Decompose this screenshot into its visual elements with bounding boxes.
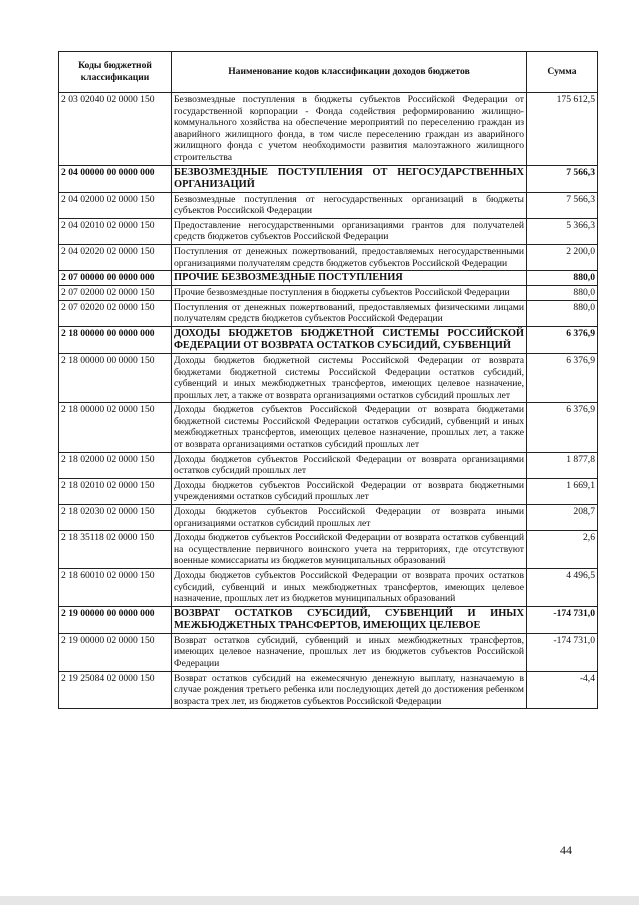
name-cell: Безвозмездные поступления от негосударственных организаций в бюджеты субъектов Российской Федерации bbox=[172, 192, 527, 218]
name-cell: Поступления от денежных пожертвований, предоставляемых физическими лицами получателям средств бюджетов субъектов Российской Федерации bbox=[172, 300, 527, 326]
name-cell: Прочие безвозмездные поступления в бюджеты субъектов Российской Федерации bbox=[172, 286, 527, 301]
table-header-row bbox=[59, 52, 598, 93]
name-cell: Доходы бюджетов субъектов Российской Федерации от возврата прочих остатков субсидий, субвенций и иных межбюджетных трансфертов, имеющих целевое назначение, прошлых лет из бюджетов муниципальных образований bbox=[172, 569, 527, 607]
name-cell: ПРОЧИЕ БЕЗВОЗМЕЗДНЫЕ ПОСТУПЛЕНИЯ bbox=[172, 271, 527, 286]
sum-cell: 6 376,9 bbox=[527, 403, 598, 452]
budget-revenue-table bbox=[58, 51, 598, 709]
sum-cell: 208,7 bbox=[527, 505, 598, 531]
code-cell: 2 04 00000 00 0000 000 bbox=[59, 165, 172, 192]
table-row bbox=[59, 478, 598, 504]
sum-cell: 2 200,0 bbox=[527, 244, 598, 270]
code-cell: 2 04 02000 02 0000 150 bbox=[59, 192, 172, 218]
name-cell: Возврат остатков субсидий, субвенций и иных межбюджетных трансфертов, имеющих целевое назначение, прошлых лет из бюджетов субъектов Российской Федерации bbox=[172, 633, 527, 671]
table-row bbox=[59, 218, 598, 244]
table-row bbox=[59, 286, 598, 301]
name-cell: БЕЗВОЗМЕЗДНЫЕ ПОСТУПЛЕНИЯ ОТ НЕГОСУДАРСТВЕННЫХ ОРГАНИЗАЦИЙ bbox=[172, 165, 527, 192]
table-row bbox=[59, 633, 598, 671]
code-cell: 2 18 00000 02 0000 150 bbox=[59, 403, 172, 452]
header-code: Коды бюджетной классификации bbox=[59, 52, 172, 93]
code-cell: 2 18 00000 00 0000 000 bbox=[59, 326, 172, 353]
header-name: Наименование кодов классификации доходов бюджетов bbox=[172, 52, 527, 93]
code-cell: 2 04 02020 02 0000 150 bbox=[59, 244, 172, 270]
sum-cell: -174 731,0 bbox=[527, 633, 598, 671]
sum-cell: -174 731,0 bbox=[527, 606, 598, 633]
code-cell: 2 07 02020 02 0000 150 bbox=[59, 300, 172, 326]
table-row bbox=[59, 353, 598, 402]
sum-cell: 1 877,8 bbox=[527, 452, 598, 478]
sum-cell: 175 612,5 bbox=[527, 93, 598, 166]
name-cell: Доходы бюджетов субъектов Российской Федерации от возврата остатков субвенций на осуществление первичного воинского учета на территориях, где отсутствуют военные комиссариаты из бюджетов муниципальных образований bbox=[172, 531, 527, 569]
table-row bbox=[59, 244, 598, 270]
name-cell: ДОХОДЫ БЮДЖЕТОВ БЮДЖЕТНОЙ СИСТЕМЫ РОССИЙСКОЙ ФЕДЕРАЦИИ ОТ ВОЗВРАТА ОСТАТКОВ СУБСИДИЙ, СУБВЕНЦИЙ bbox=[172, 326, 527, 353]
code-cell: 2 18 00000 00 0000 150 bbox=[59, 353, 172, 402]
table-row bbox=[59, 452, 598, 478]
table-row bbox=[59, 271, 598, 286]
table-row bbox=[59, 569, 598, 607]
code-cell: 2 18 02030 02 0000 150 bbox=[59, 505, 172, 531]
table-row bbox=[59, 300, 598, 326]
table-row bbox=[59, 93, 598, 166]
table-row bbox=[59, 671, 598, 709]
sum-cell: 880,0 bbox=[527, 271, 598, 286]
code-cell: 2 04 02010 02 0000 150 bbox=[59, 218, 172, 244]
name-cell: Доходы бюджетов бюджетной системы Российской Федерации от возврата бюджетами бюджетной системы Российской Федерации остатков субсидий, субвенций и иных межбюджетных трансфертов, имеющих целевое назначение, прошлых лет, а также от возврата организациями остатков субсидий прошлых лет bbox=[172, 353, 527, 402]
sum-cell: 5 366,3 bbox=[527, 218, 598, 244]
name-cell: Безвозмездные поступления в бюджеты субъектов Российской Федерации от государственной корпорации - Фонда содействия реформированию жилищно-коммунального хозяйства на обеспечение мероприятий по переселению граждан из аварийного жилищного фонда, в том числе переселению граждан из аварийного жилищного фонда с учетом необходимости развития малоэтажного жилищного строительства bbox=[172, 93, 527, 166]
table-row bbox=[59, 192, 598, 218]
name-cell: Доходы бюджетов субъектов Российской Федерации от возврата бюджетными учреждениями остатков субсидий прошлых лет bbox=[172, 478, 527, 504]
code-cell: 2 19 00000 00 0000 000 bbox=[59, 606, 172, 633]
scan-edge bbox=[0, 896, 639, 905]
table-row bbox=[59, 326, 598, 353]
name-cell: Доходы бюджетов субъектов Российской Федерации от возврата бюджетами бюджетной системы Российской Федерации остатков субсидий, субвенций и иных межбюджетных трансфертов, имеющих целевое назначение, прошлых лет, а также от возврата организациями остатков субсидий прошлых лет bbox=[172, 403, 527, 452]
table-row bbox=[59, 606, 598, 633]
sum-cell: 2,6 bbox=[527, 531, 598, 569]
code-cell: 2 18 60010 02 0000 150 bbox=[59, 569, 172, 607]
sum-cell: 1 669,1 bbox=[527, 478, 598, 504]
code-cell: 2 19 00000 02 0000 150 bbox=[59, 633, 172, 671]
code-cell: 2 18 35118 02 0000 150 bbox=[59, 531, 172, 569]
table-row bbox=[59, 165, 598, 192]
table-row bbox=[59, 531, 598, 569]
table-row bbox=[59, 403, 598, 452]
sum-cell: 880,0 bbox=[527, 300, 598, 326]
name-cell: Возврат остатков субсидий на ежемесячную денежную выплату, назначаемую в случае рождения третьего ребенка или последующих детей до достижения ребенком возраста трех лет, из бюджетов субъектов Российской Федерации bbox=[172, 671, 527, 709]
page-number: 44 bbox=[560, 843, 572, 857]
name-cell: Предоставление негосударственными организациями грантов для получателей средств бюджетов субъектов Российской Федерации bbox=[172, 218, 527, 244]
name-cell: Доходы бюджетов субъектов Российской Федерации от возврата иными организациями остатков субсидий прошлых лет bbox=[172, 505, 527, 531]
code-cell: 2 03 02040 02 0000 150 bbox=[59, 93, 172, 166]
name-cell: Доходы бюджетов субъектов Российской Федерации от возврата организациями остатков субсидий прошлых лет bbox=[172, 452, 527, 478]
name-cell: Поступления от денежных пожертвований, предоставляемых негосударственными организациями получателям средств бюджетов субъектов Российской Федерации bbox=[172, 244, 527, 270]
code-cell: 2 19 25084 02 0000 150 bbox=[59, 671, 172, 709]
code-cell: 2 18 02010 02 0000 150 bbox=[59, 478, 172, 504]
header-sum: Сумма bbox=[527, 52, 598, 93]
sum-cell: 6 376,9 bbox=[527, 326, 598, 353]
table-row bbox=[59, 505, 598, 531]
code-cell: 2 07 00000 00 0000 000 bbox=[59, 271, 172, 286]
code-cell: 2 18 02000 02 0000 150 bbox=[59, 452, 172, 478]
sum-cell: -4,4 bbox=[527, 671, 598, 709]
sum-cell: 7 566,3 bbox=[527, 192, 598, 218]
sum-cell: 880,0 bbox=[527, 286, 598, 301]
code-cell: 2 07 02000 02 0000 150 bbox=[59, 286, 172, 301]
name-cell: ВОЗВРАТ ОСТАТКОВ СУБСИДИЙ, СУБВЕНЦИЙ И ИНЫХ МЕЖБЮДЖЕТНЫХ ТРАНСФЕРТОВ, ИМЕЮЩИХ ЦЕЛЕВОЕ bbox=[172, 606, 527, 633]
sum-cell: 7 566,3 bbox=[527, 165, 598, 192]
sum-cell: 4 496,5 bbox=[527, 569, 598, 607]
sum-cell: 6 376,9 bbox=[527, 353, 598, 402]
